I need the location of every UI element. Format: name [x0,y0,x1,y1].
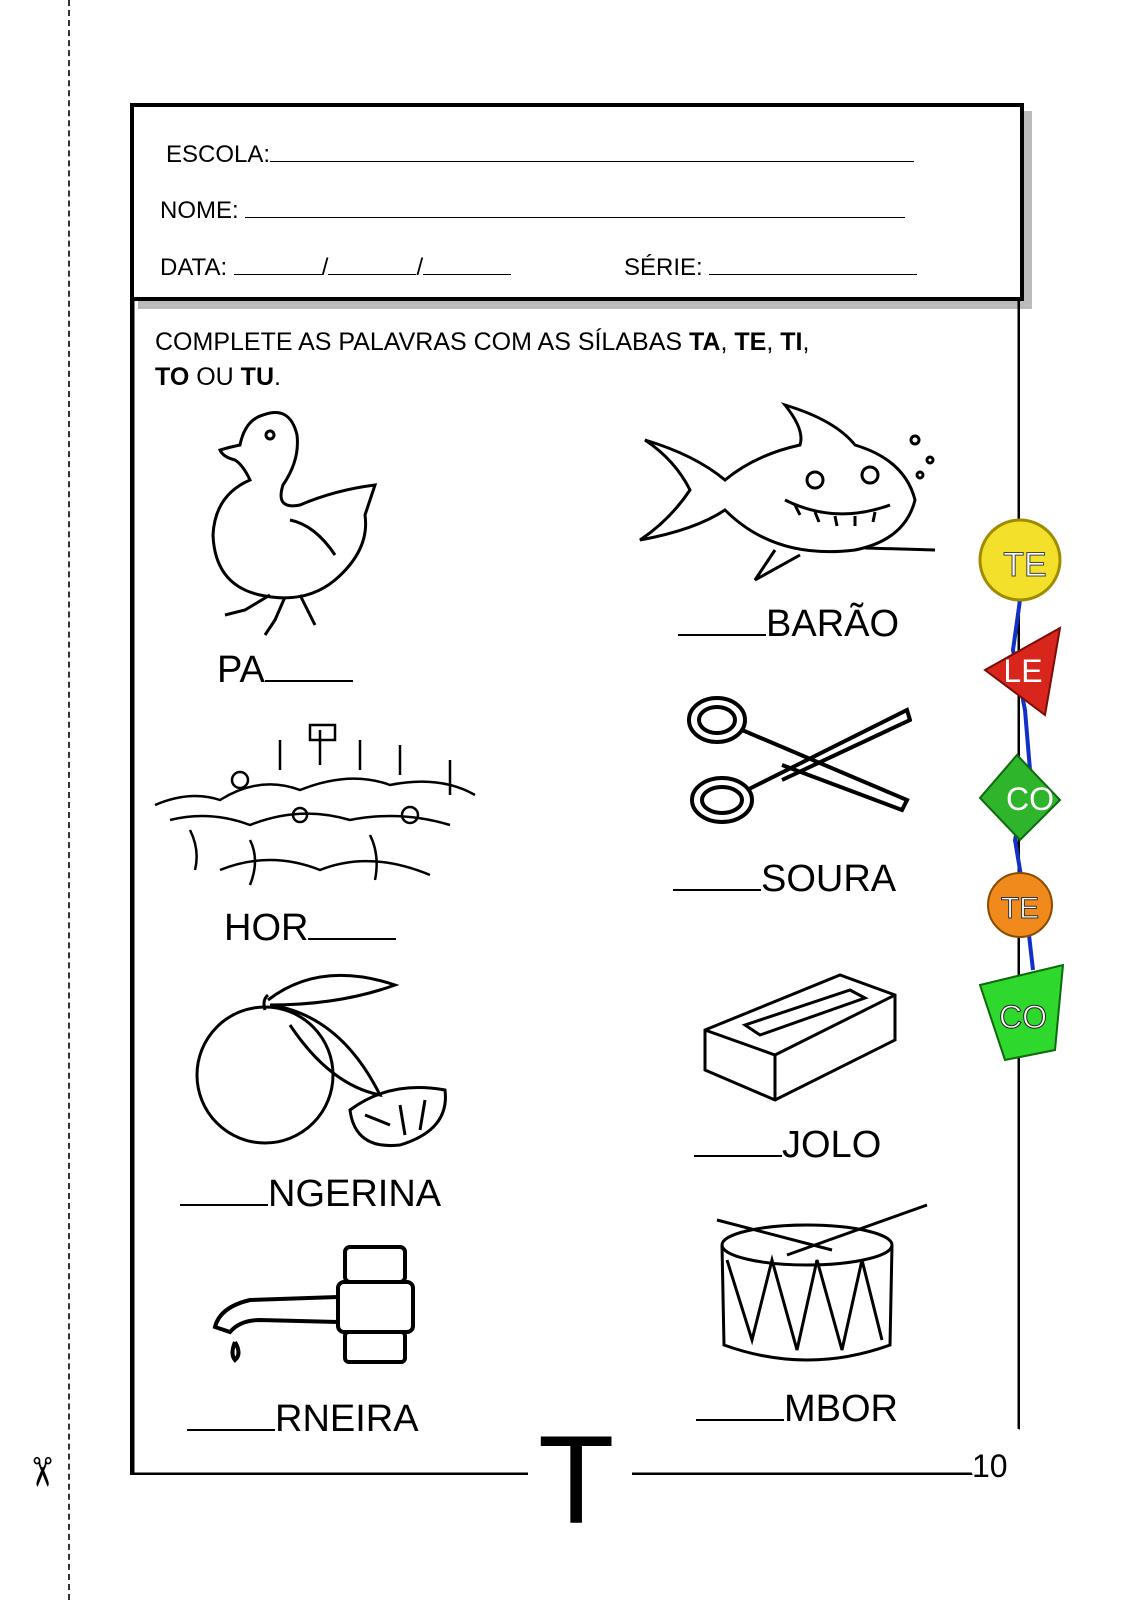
serie-row [624,250,917,282]
escola-label: ESCOLA: [166,141,271,168]
word-tubarao [678,602,899,646]
brick-image [700,970,900,1105]
word-blank[interactable] [673,857,761,891]
word-suffix: JOLO [782,1124,882,1166]
big-letter-t: T [538,1411,615,1550]
word-horta [224,906,396,950]
syllable-to: TO [155,363,190,391]
syllable-tu: TU [240,363,274,391]
data-month-field[interactable] [328,250,416,275]
syllable-chain-decoration [975,510,1070,1070]
word-pato [217,648,353,692]
data-year-field[interactable] [423,250,511,275]
word-blank[interactable] [694,1123,782,1157]
word-tesoura [673,857,896,901]
word-tambor [696,1387,898,1431]
word-tijolo [694,1123,881,1167]
word-blank[interactable] [678,602,766,636]
data-day-field[interactable] [234,250,322,275]
syllable-te: TE [734,328,767,356]
word-suffix: MBOR [784,1388,898,1430]
tag-yellow-circle [980,520,1060,600]
serie-label: SÉRIE: [624,254,703,281]
instruction-part: , [766,328,781,356]
serie-field[interactable] [709,250,917,275]
garden-image [150,720,480,895]
instruction-part: , [802,328,810,356]
word-prefix: HOR [224,907,309,949]
data-separator: / [321,254,329,281]
cut-line [68,0,70,1600]
tag-green-diamond [980,755,1060,840]
tag-text: TE [1003,546,1047,584]
word-blank[interactable] [308,906,396,940]
data-separator: / [416,254,424,281]
word-suffix: SOURA [761,858,897,900]
word-blank[interactable] [180,1172,268,1206]
tag-text: CO [1006,781,1054,817]
nome-label: NOME: [160,197,239,224]
faucet-image [210,1242,415,1367]
escola-row [166,137,914,169]
drum-image [712,1200,932,1365]
word-suffix: BARÃO [766,603,900,645]
instruction-part: , [720,328,735,356]
word-tangerina [180,1172,441,1216]
duck-image [205,405,385,640]
instruction-part: . [274,363,281,391]
tag-orange-circle [988,873,1052,937]
header-box [130,103,1024,301]
word-prefix: PA [217,649,265,691]
tag-text: TE [1000,892,1040,925]
word-torneira [187,1397,419,1441]
data-row [160,250,511,282]
escola-field[interactable] [270,137,914,162]
instruction-text [155,325,915,395]
syllable-ta: TA [688,328,721,356]
word-suffix: NGERINA [268,1173,442,1215]
tag-green-triangle [980,965,1063,1060]
nome-row [160,193,905,225]
word-suffix: RNEIRA [275,1398,419,1440]
scissors-icon: ✂ [18,1455,63,1489]
tag-text: CO [999,999,1047,1035]
word-blank[interactable] [187,1397,275,1431]
instruction-part: OU [189,363,241,391]
syllable-ti: TI [780,328,803,356]
scissors-image [682,690,912,840]
tag-text: LE [1003,653,1043,689]
word-blank[interactable] [696,1387,784,1421]
tangerine-image [190,965,460,1155]
data-label: DATA: [160,254,228,281]
page-number: 10 [972,1448,1008,1484]
word-blank[interactable] [265,648,353,682]
shark-image [635,400,945,585]
instruction-part: COMPLETE AS PALAVRAS COM AS SÍLABAS [155,328,689,356]
nome-field[interactable] [245,193,905,218]
